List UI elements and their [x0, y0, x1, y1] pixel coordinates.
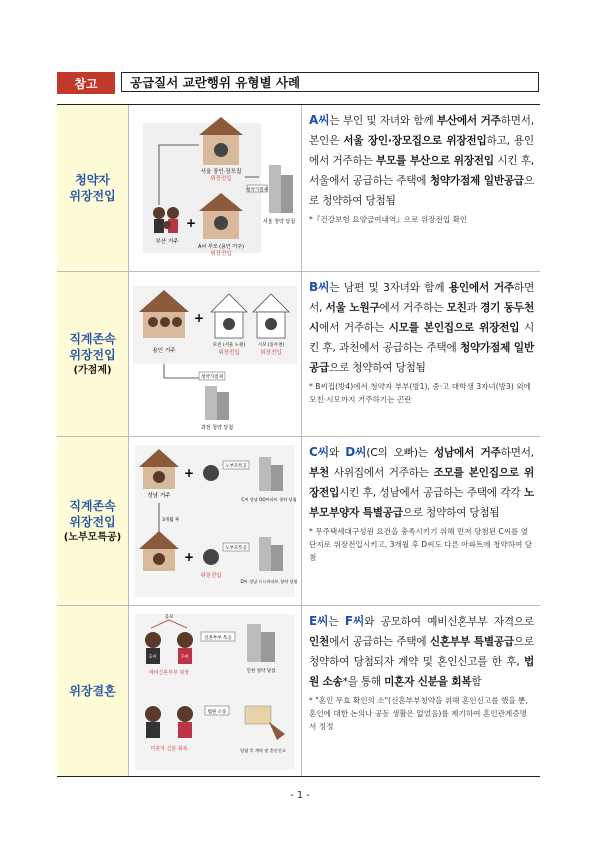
category-sub: (노부모특공)	[63, 531, 122, 543]
case-table	[57, 104, 540, 777]
lead-name: A씨	[309, 113, 330, 127]
ill-label: 용인 거주	[152, 348, 176, 354]
ill-label: 법원 소송	[207, 710, 227, 715]
description-emphasis: 서울 장인·장모집으로 위장전입	[343, 135, 487, 147]
description-text: 으로 청약하여 당첨되자 계약 및 혼인신고를 한 후,	[309, 636, 534, 668]
ill-label: 예비신혼부부 위장	[148, 670, 190, 676]
category-line: 위장전입	[69, 347, 116, 362]
description-text: 는 부인 및 자녀와 함께	[329, 115, 437, 127]
ill-label: E씨	[149, 655, 157, 660]
section-header	[57, 72, 539, 94]
ill-label: 위장전입	[200, 573, 222, 579]
case-illustration	[129, 606, 302, 776]
description-emphasis: 용인에서 거주	[448, 282, 514, 294]
ill-label: 노부모특공	[225, 464, 247, 469]
ill-label: 위장전입	[210, 176, 232, 182]
description-text: 사위집에서 거주하는	[329, 467, 434, 479]
ill-label: 부산 거주	[155, 239, 179, 245]
description-emphasis: 서울 노원구	[325, 302, 380, 314]
ill-label: 청약가점제	[246, 188, 268, 193]
case-row-2	[57, 272, 540, 437]
description-emphasis: 부산에서 거주	[436, 115, 501, 127]
description-emphasis: 청약가점제 일반공급	[309, 342, 534, 374]
case-description	[309, 277, 534, 378]
ill-label: D씨 성남 ㅁㅁ아파트 청약 당첨	[240, 579, 298, 584]
category-sub: (가점제)	[73, 364, 112, 376]
ill-label: 위장전입	[260, 350, 282, 356]
description-text: (C의 오빠)는	[366, 447, 434, 459]
ill-label: 인천 청약 당첨	[246, 669, 276, 674]
description-text: 으로 청약하여 당첨됨	[309, 175, 535, 207]
ill-label: 신혼부부 특공	[204, 636, 232, 641]
ill-label: 당첨 후 계약 및 혼인신고	[240, 748, 286, 753]
description-emphasis: 신혼부부 특별공급	[429, 636, 514, 648]
ill-label: 미혼자 신분 회복	[150, 746, 188, 752]
description-text: 하면서, 본인은	[309, 115, 534, 147]
ill-label: 과천 청약 당첨	[200, 425, 234, 431]
lead-name: B씨	[309, 280, 330, 294]
ill-label: 위장전입	[218, 350, 240, 356]
description-text: 으로 청약하여 당첨됨	[402, 507, 500, 519]
svg-text:+: +	[183, 466, 195, 480]
description-body	[309, 282, 534, 374]
svg-text:+: +	[193, 311, 205, 325]
description-emphasis: 노부모부양자 특별공급	[309, 487, 534, 519]
category-line: 위장전입	[69, 189, 116, 203]
case-text	[302, 437, 540, 605]
svg-text:+: +	[185, 216, 197, 230]
case-category	[57, 272, 129, 436]
case-description	[309, 110, 534, 211]
description-text: 에서 거주하는	[319, 322, 389, 334]
description-text: 으로 청약하여 당첨됨	[329, 362, 426, 374]
ill-label: 성남 거주	[147, 493, 171, 499]
description-emphasis: 부모를 부산으로 위장전입	[376, 155, 494, 167]
category-line: 직계존속	[69, 331, 116, 346]
description-emphasis: 성남에서 거주	[433, 447, 501, 459]
ill-label: 서울 장인·장모집	[200, 169, 242, 175]
ill-label: 모친 (서울 노원)	[212, 343, 246, 348]
description-text: 하고, 용인에서 거주하는	[309, 135, 534, 167]
category-line: 청약자	[75, 173, 110, 187]
ill-label: F씨	[181, 655, 189, 660]
description-text: 에서 공급하는 주택에	[329, 636, 430, 648]
ill-label: 3개월 후	[162, 518, 180, 523]
ill-label: 시모 (동두천)	[257, 343, 285, 348]
description-text: 는 남편 및 3자녀와 함께	[329, 282, 449, 294]
page-number: - 1 -	[290, 790, 310, 801]
case-row-3	[57, 437, 540, 606]
lead-name: E씨	[309, 614, 329, 628]
description-text: 와	[329, 447, 346, 459]
case-description	[309, 611, 534, 692]
description-text: 시킨 후, 과천에서 공급하는 주택에	[309, 322, 534, 354]
description-emphasis: 모친	[446, 302, 467, 314]
description-text: 과	[466, 302, 481, 314]
ill-label: A씨 부모 (용인 거주)	[198, 244, 244, 250]
description-emphasis: F씨	[344, 614, 365, 628]
description-emphasis: 부천	[309, 467, 330, 479]
description-emphasis: 미혼자 신분을 회복	[384, 676, 472, 688]
description-emphasis: 청약가점제 일반공급	[429, 175, 524, 187]
case-text	[302, 105, 540, 271]
description-emphasis: 조모를 본인집으로 위장전입	[309, 467, 535, 499]
category-line: 위장결혼	[69, 684, 116, 698]
description-text: 에서 거주하는	[379, 302, 447, 314]
ill-label: 청약가점제	[201, 375, 223, 380]
description-body	[309, 115, 534, 207]
category-line: 위장전입	[69, 514, 116, 529]
case-note: * B씨집(방4)에서 청약자 부부(방1), 중·고 대학생 3자녀(방3) 외에 모친·시모까지 거주하기는 곤란	[309, 382, 531, 404]
case-note: * "혼인 무효 확인의 소"(신혼부부청약을 위해 혼인신고를 했을 뿐, 혼인에 대한 논의나 공동 생활은 없었음)를 제기하여 혼인관계증명서 정정	[309, 696, 528, 731]
description-text: 시킨 후, 서울에서 공급하는 주택에	[309, 155, 534, 187]
description-emphasis: 인천	[309, 636, 330, 648]
case-illustration	[129, 105, 302, 271]
description-text: *을 통해	[342, 676, 385, 688]
ill-label: 서울 청약 당첨	[262, 219, 296, 225]
case-row-1	[57, 105, 540, 272]
case-note: * 무주택세대구성원 요건을 충족시키기 위해 먼저 당첨된 C씨를 옆단지로 위장전입시키고, 3개월 후 D씨도 다른 아파트에 청약하여 당첨	[309, 527, 533, 562]
case-note: *『건강보험 요양급여내역』으로 위장전입 확인	[309, 215, 468, 224]
svg-text:+: +	[183, 550, 195, 564]
description-emphasis: D씨	[345, 445, 367, 459]
description-text: 시킨 후, 성남에서 공급하는 주택에 각각	[339, 487, 524, 499]
ill-label: 공모	[164, 615, 174, 620]
lead-name: C씨	[309, 445, 329, 459]
reference-tag: 참고	[57, 72, 115, 94]
description-text: 와 공모하여 예비신혼부부 자격으로	[364, 616, 534, 628]
case-category	[57, 105, 129, 271]
description-text: 는	[328, 616, 345, 628]
case-text	[302, 272, 540, 436]
description-emphasis: 법원 소송	[309, 656, 534, 688]
case-illustration	[129, 437, 302, 605]
page-title: 공급질서 교란행위 유형별 사례	[121, 72, 539, 92]
case-description	[309, 442, 534, 523]
description-emphasis: 경기 동두천시	[309, 302, 534, 334]
description-emphasis: 시모를 본인집으로 위장전입	[388, 322, 520, 334]
case-row-4	[57, 606, 540, 776]
case-category	[57, 437, 129, 605]
case-text	[302, 606, 540, 776]
ill-label: C씨 성남 OO아파트 청약 당첨	[241, 497, 297, 502]
description-body	[309, 616, 534, 688]
description-text: 하면서,	[500, 447, 534, 459]
description-text: 하면서,	[309, 282, 534, 314]
description-body	[309, 447, 534, 519]
case-category	[57, 606, 129, 776]
ill-label: 위장전입	[210, 251, 232, 257]
category-line: 직계존속	[69, 498, 116, 513]
case-illustration	[129, 272, 302, 436]
description-text: 함	[471, 676, 482, 688]
ill-label: 노부모특공	[225, 546, 247, 551]
